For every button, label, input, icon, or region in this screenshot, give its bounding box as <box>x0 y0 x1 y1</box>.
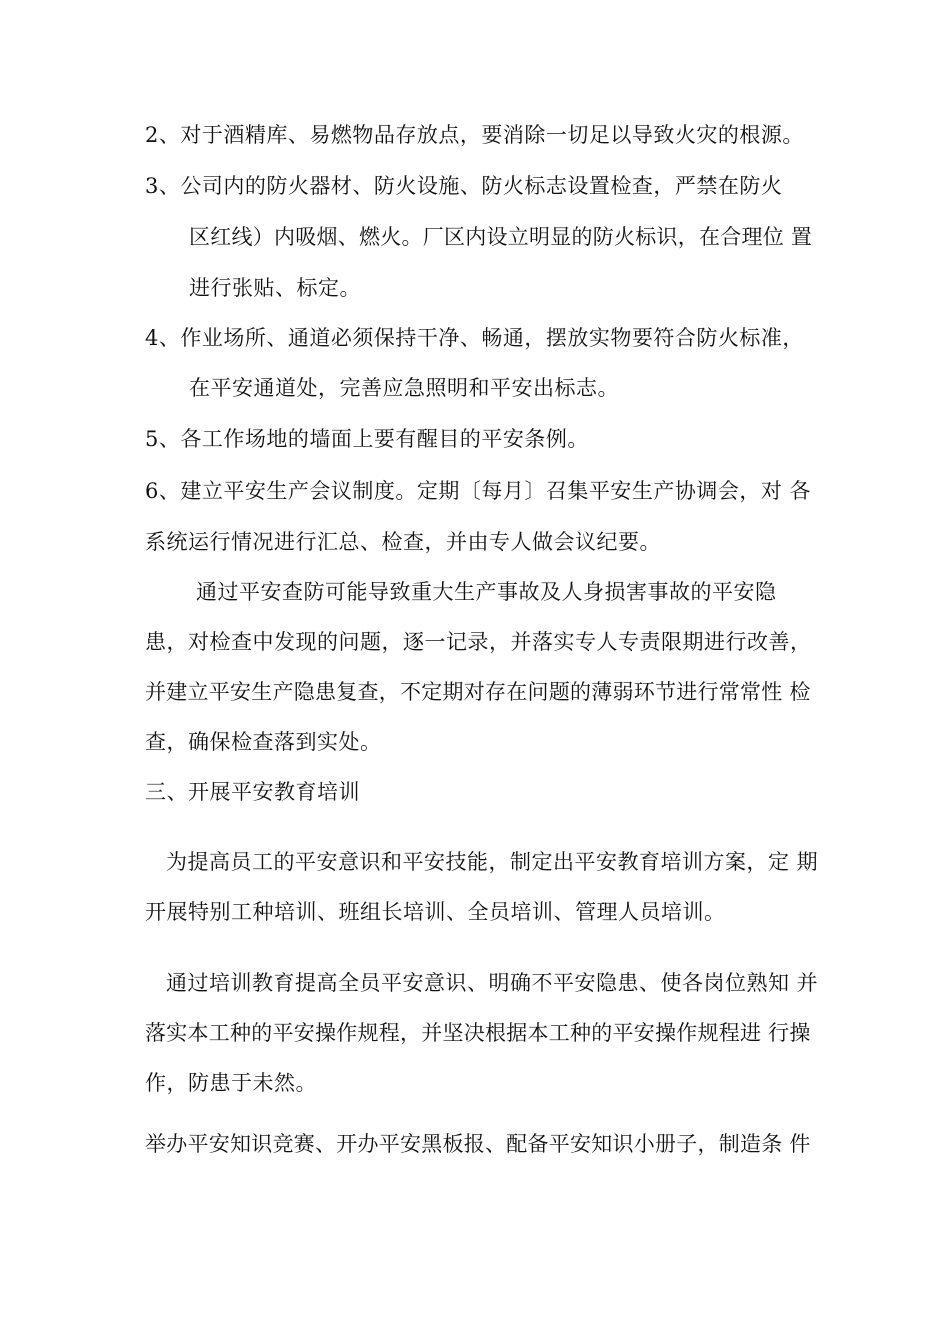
line-item-5-walls: 5、各工作场地的墙面上要有醒目的平安条例。 <box>145 427 589 451</box>
paragraph-inspection-line-2: 患，对检查中发现的问题，逐一记录，并落实专人专责限期进行改善， <box>145 630 812 654</box>
line-item-6-meetings: 6、建立平安生产会议制度。定期〔每月〕召集平安生产协调会，对 各 <box>145 479 812 503</box>
paragraph-activities-line-1: 举办平安知识竞赛、开办平安黑板报、配备平安知识小册子，制造条 件 <box>145 1132 811 1156</box>
line-item-3-cont-1: 区红线）内吸烟、燃火。厂区内设立明显的防火标识，在合理位 置 <box>189 225 813 249</box>
line-item-4-workplace: 4、作业场所、通道必须保持干净、畅通，摆放实物要符合防火标准， <box>145 326 804 350</box>
paragraph-education-line-3: 作，防患于未然。 <box>145 1071 317 1095</box>
line-item-2-alcohol: 2、对于酒精库、易燃物品存放点，要消除一切足以导致火灾的根源。 <box>145 123 804 147</box>
paragraph-training-plan-line-1: 为提高员工的平安意识和平安技能，制定出平安教育培训方案，定 期 <box>166 850 819 874</box>
line-item-3-fire-equipment: 3、公司内的防火器材、防火设施、防火标志设置检查，严禁在防火 <box>145 174 783 198</box>
line-item-6-cont: 系统运行情况进行汇总、检查，并由专人做会议纪要。 <box>145 530 661 554</box>
paragraph-training-plan-line-2: 开展特别工种培训、班组长培训、全员培训、管理人员培训。 <box>145 900 726 924</box>
paragraph-inspection-line-4: 查，确保检查落到实处。 <box>145 730 382 754</box>
line-item-3-cont-2: 进行张贴、标定。 <box>189 276 361 300</box>
paragraph-education-line-2: 落实本工种的平安操作规程，并坚决根据本工种的平安操作规程进 行操 <box>145 1021 811 1045</box>
section-heading-training: 三、开展平安教育培训 <box>145 780 360 804</box>
paragraph-education-line-1: 通过培训教育提高全员平安意识、明确不平安隐患、使各岗位熟知 并 <box>166 971 819 995</box>
line-item-4-cont: 在平安通道处，完善应急照明和平安出标志。 <box>189 376 619 400</box>
paragraph-inspection-line-3: 并建立平安生产隐患复查，不定期对存在问题的薄弱环节进行常常性 检 <box>145 680 811 704</box>
paragraph-inspection-line-1: 通过平安查防可能导致重大生产事故及人身损害事故的平安隐 <box>196 580 777 604</box>
